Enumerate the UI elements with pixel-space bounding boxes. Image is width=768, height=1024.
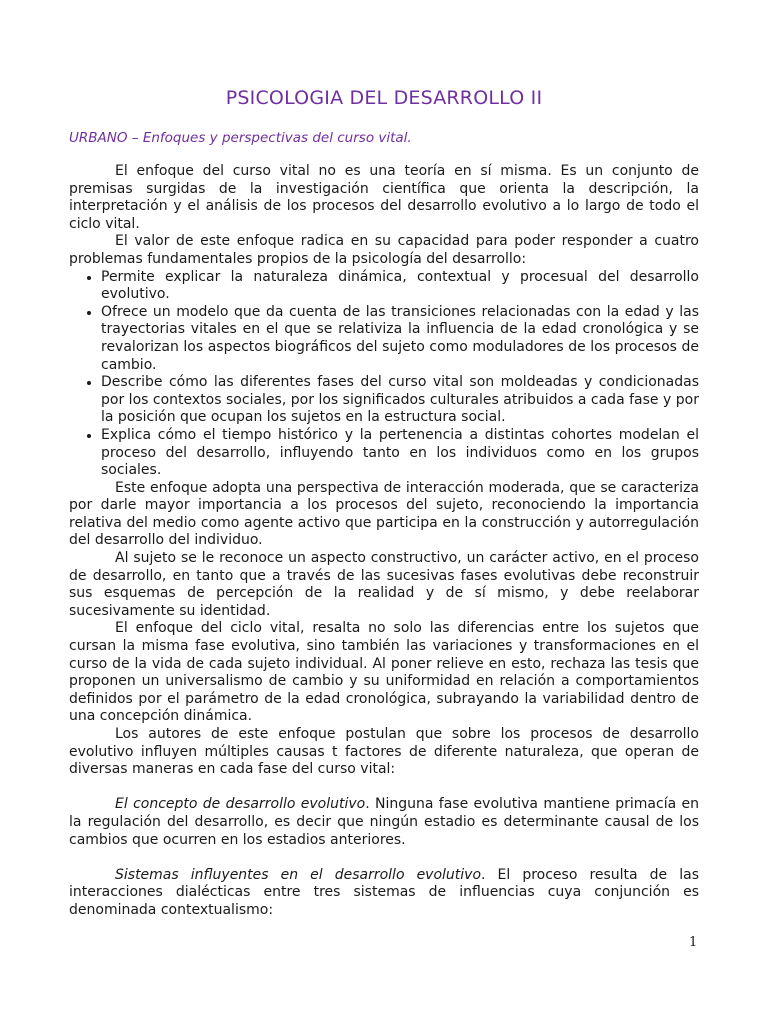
paragraph: El valor de este enfoque radica en su capacidad para poder responder a cuatro problemas fundamentales propios de la psicología del desarrollo:	[69, 233, 699, 267]
paragraph-sistemas	[69, 867, 699, 920]
list-item: • Describe cómo las diferentes fases del curso vital son moldeadas y condicionadas por los contextos sociales, por los significados culturales atribuidos a cada fase y por la posición que ocupan los sujetos en la estructura social.	[101, 374, 699, 427]
list-item: • Permite explicar la naturaleza dinámica, contextual y procesual del desarrollo evolutivo.	[101, 269, 699, 304]
paragraph-concepto	[69, 796, 699, 849]
paragraph: Al sujeto se le reconoce un aspecto constructivo, un carácter activo, en el proceso de desarrollo, en tanto que a través de las sucesivas fases evolutivas debe reconstruir sus esquemas de percepción de la realidad y de sí mismo, y debe reelaborar sucesivamente su identidad.	[69, 550, 699, 619]
paragraph: El enfoque del ciclo vital, resalta no solo las diferencias entre los sujetos que cursan la misma fase evolutiva, sino también las variaciones y transformaciones en el curso de la vida de cada sujeto individual. Al poner relieve en esto, rechaza las tesis que proponen un universalismo de cambio y su uniformidad en relación a comportamientos definidos por el parámetro de la edad cronológica, subrayando la variabilidad dentro de una concepción dinámica.	[69, 620, 699, 725]
list-item: • Explica cómo el tiempo histórico y la pertenencia a distintas cohortes modelan el proceso del desarrollo, influyendo tanto en los individuos como en los grupos sociales.	[101, 427, 699, 480]
paragraph-text: . El proceso resulta de las interacciones dialécticas entre tres sistemas de influencias cuya conjunción es denominada contextualismo:	[69, 866, 699, 918]
emphasis-heading: El concepto de desarrollo evolutivo	[115, 796, 366, 813]
paragraph: Los autores de este enfoque postulan que sobre los procesos de desarrollo evolutivo influyen múltiples causas t factores de diferente naturaleza, que operan de diversas maneras en cada fase del curso vital:	[69, 726, 699, 778]
paragraph: El enfoque del curso vital no es una teoría en sí misma. Es un conjunto de premisas surgidas de la investigación científica que orienta la descripción, la interpretación y el análisis de los procesos del desarrollo evolutivo a lo largo de todo el ciclo vital.	[69, 163, 699, 232]
page-number: 1	[689, 935, 698, 950]
document-title: PSICOLOGIA DEL DESARROLLO II	[225, 87, 543, 109]
paragraph: Este enfoque adopta una perspectiva de interacción moderada, que se caracteriza por darle mayor importancia a los procesos del sujeto, reconociendo la importancia relativa del medio como agente activo que participa en la construcción y autorregulación del desarrollo del individuo.	[69, 479, 699, 549]
list-item: • Ofrece un modelo que da cuenta de las transiciones relacionadas con la edad y las trayectorias vitales en el que se relativiza la influencia de la edad cronológica y se revalorizan los aspectos biográficos del sujeto como moduladores de los procesos de cambio.	[101, 304, 699, 374]
emphasis-heading: Sistemas influyentes en el desarrollo evolutivo	[115, 866, 482, 883]
paragraph-text: . Ninguna fase evolutiva mantiene primacía en la regulación del desarrollo, es decir que ningún estadio es determinante causal de los cambios que ocurren en los estadios anteriores.	[69, 796, 699, 848]
section-subtitle: URBANO – Enfoques y perspectivas del curso vital.	[69, 130, 412, 146]
bullet-list	[69, 269, 699, 480]
document-body	[69, 163, 699, 920]
